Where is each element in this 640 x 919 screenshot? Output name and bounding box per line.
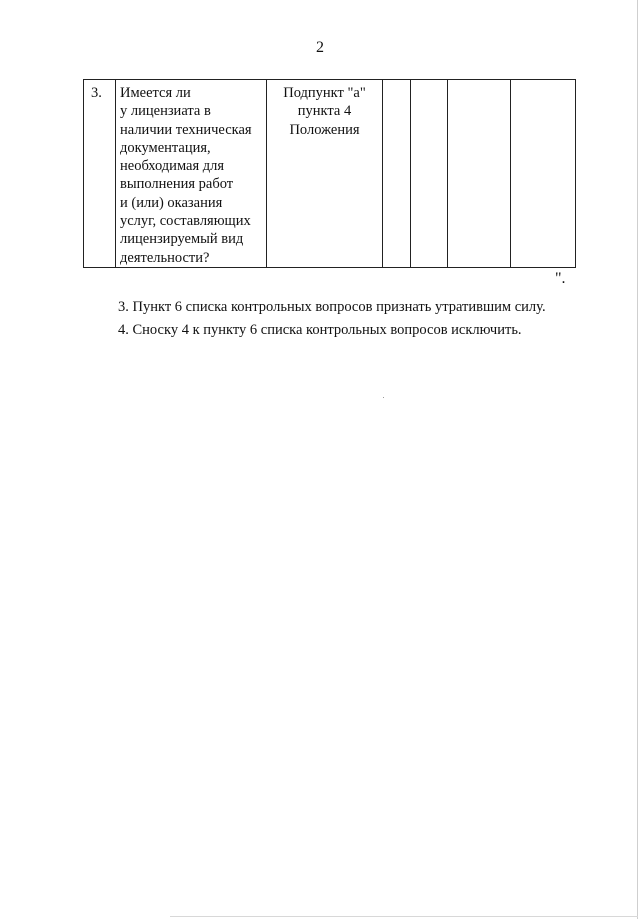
closing-quote: ". [555, 270, 566, 287]
question-text: Имеется ли у лицензиата в наличии техническая документация, необходимая для выполнения работ и (или) оказания услуг, составляющих лицензируемый вид деятельности? [120, 85, 252, 266]
empty-cell [511, 80, 576, 268]
checklist-table [83, 79, 576, 268]
row-number-cell [84, 80, 116, 268]
empty-cell [383, 80, 411, 268]
scan-edge-bottom [170, 916, 638, 917]
page-number: 2 [316, 39, 324, 56]
row-number: 3. [91, 85, 102, 101]
scan-speck [383, 397, 384, 398]
paragraph-item-4: 4. Сноску 4 к пункту 6 списка контрольных вопросов исключить. [118, 322, 522, 338]
table-row [84, 80, 576, 268]
scan-edge-right [637, 0, 638, 919]
empty-cell [448, 80, 511, 268]
reference-cell [267, 80, 383, 268]
paragraph-item-3: 3. Пункт 6 списка контрольных вопросов признать утратившим силу. [118, 299, 546, 315]
question-cell [116, 80, 267, 268]
reference-text: Подпункт "а" пункта 4 Положения [283, 85, 366, 138]
empty-cell [411, 80, 448, 268]
